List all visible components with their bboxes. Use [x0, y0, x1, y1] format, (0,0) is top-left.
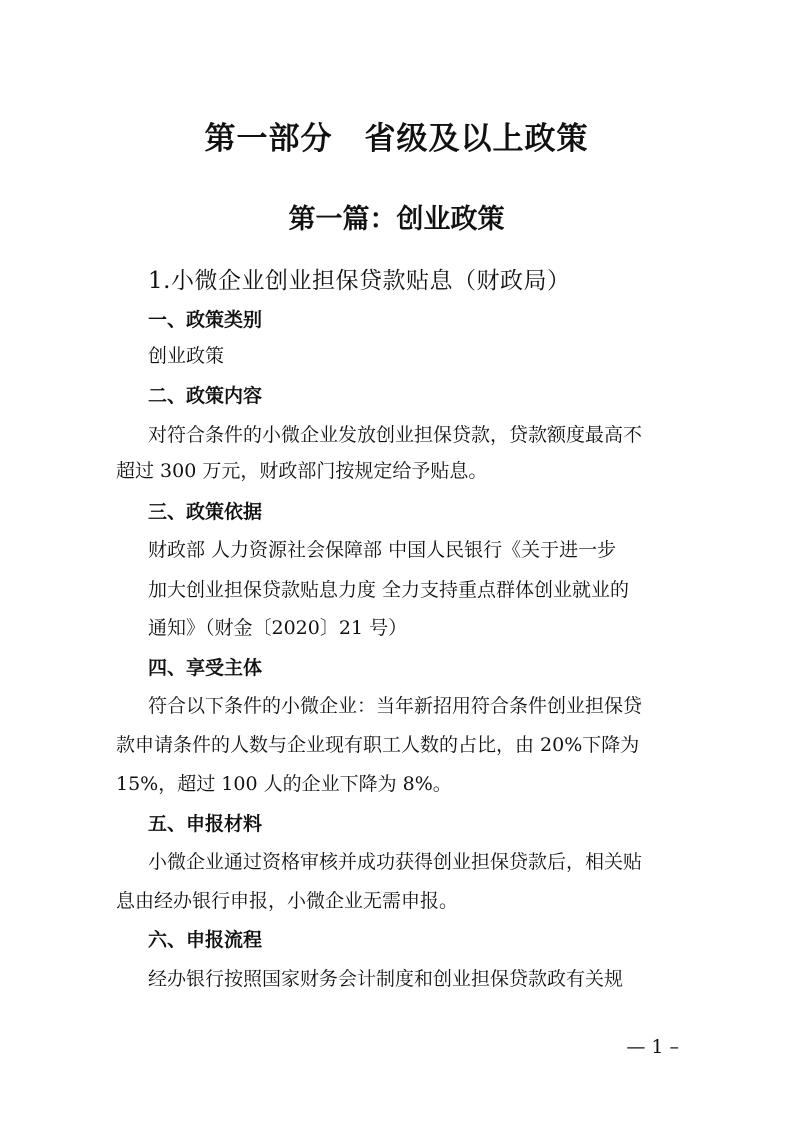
part-title: 第一部分 省级及以上政策 [204, 121, 589, 157]
content-line-2: 超过 300 万元，财政部门按规定给予贴息。 [116, 460, 488, 482]
beneficiary-line-2: 款申请条件的人数与企业现有职工人数的占比，由 20%下降为 [116, 734, 640, 756]
basis-line-1: 财政部 人力资源社会保障部 中国人民银行《关于进一步 [148, 539, 617, 561]
section-heading-category: 一、政策类别 [148, 309, 263, 331]
content-line-1: 对符合条件的小微企业发放创业担保贷款，贷款额度最高不 [148, 424, 643, 446]
beneficiary-line-3: 15%，超过 100 人的企业下降为 8%。 [116, 773, 452, 795]
materials-line-1: 小微企业通过资格审核并成功获得创业担保贷款后，相关贴 [148, 851, 643, 873]
page-number: — 1 – [626, 1036, 679, 1058]
section-heading-materials: 五、申报材料 [148, 813, 263, 835]
section-heading-process: 六、申报流程 [148, 929, 263, 951]
item-title: 1.小微企业创业担保贷款贴息（财政局） [148, 268, 571, 294]
section-heading-basis: 三、政策依据 [148, 501, 263, 523]
beneficiary-line-1: 符合以下条件的小微企业：当年新招用符合条件创业担保贷 [148, 695, 643, 717]
process-line-1: 经办银行按照国家财务会计制度和创业担保贷款政有关规 [148, 968, 624, 990]
section-heading-content: 二、政策内容 [148, 385, 263, 407]
materials-line-2: 息由经办银行申报，小微企业无需申报。 [116, 890, 459, 912]
section-heading-beneficiary: 四、享受主体 [148, 657, 263, 679]
category-line-1: 创业政策 [148, 345, 225, 367]
basis-line-2: 加大创业担保贷款贴息力度 全力支持重点群体创业就业的 [148, 579, 630, 601]
basis-line-3: 通知》（财金〔2020〕21 号） [148, 617, 408, 639]
chapter-title: 第一篇：创业政策 [288, 204, 505, 235]
